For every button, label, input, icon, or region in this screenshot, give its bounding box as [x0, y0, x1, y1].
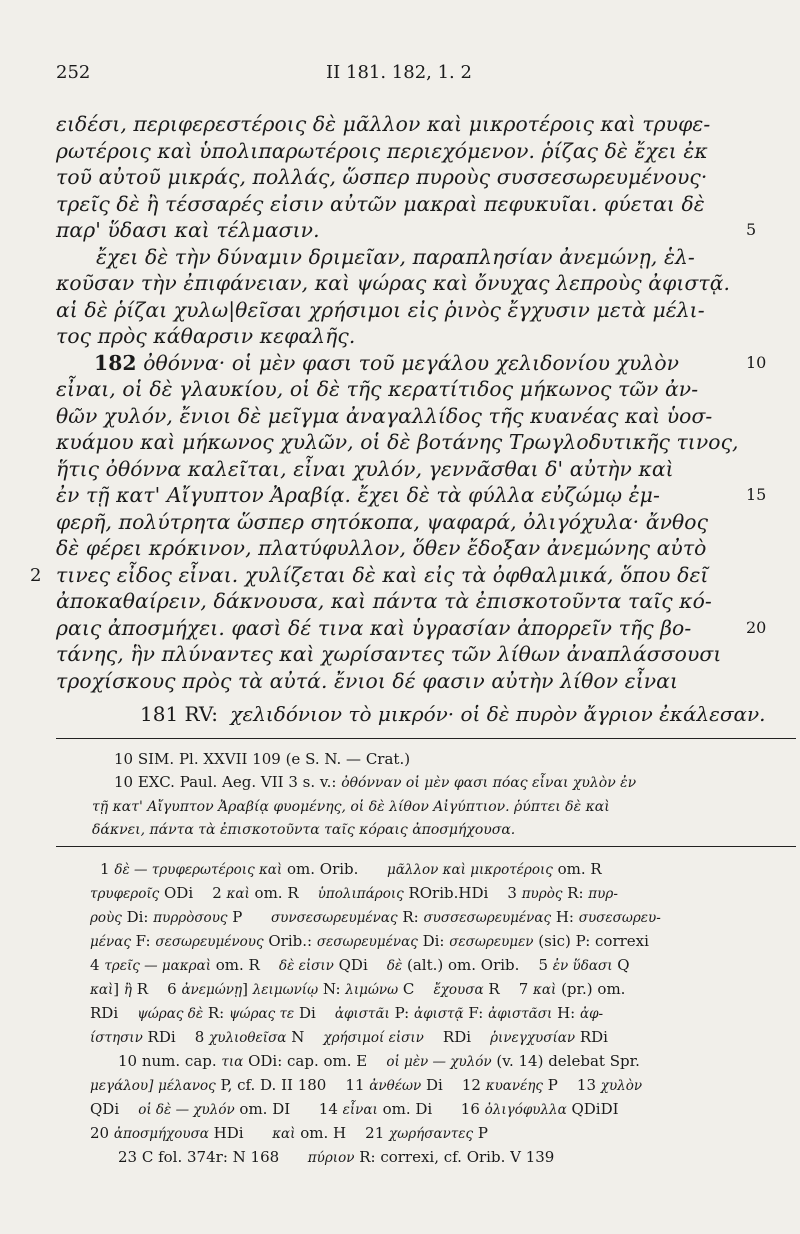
apparatus-line: 23 C fol. 374r: N 168 πύριον R: correxi, cf. Orib. V 139	[118, 1148, 555, 1166]
text-line: δὲ φέρει κρόκινον, πλατύφυλλον, ὅθεν ἔδοξαν ἀνεμώνης αὐτὸ	[56, 536, 707, 560]
text-line: τοῦ αὐτοῦ μικράς, πολλάς, ὥσπερ πυροὺς συσσεσωρευμένους·	[56, 165, 708, 189]
source-line-3: τῇ κατ' Αἴγυπτον Ἀραβίᾳ φυομένης, οἱ δὲ λίθον Αἰγύπτιον. ῥύπτει δὲ καὶ	[92, 799, 610, 815]
apparatus-line: καὶ] ἢ R 6 ἀνεμώνῃ] λειμωνίῳ N: λιμώνω C ἔχουσα R 7 καὶ (pr.) om.	[90, 980, 626, 998]
apparatus-line: ροὺς Di: πυρρὸσους P συνσεσωρευμένας R: συσσεσωρευμένας H: συσεσωρευ-	[90, 908, 661, 926]
apparatus-line: μένας F: σεσωρευμένους Orib.: σεσωρευμένας Di: σεσωρευμεν (sic) P: correxi	[90, 932, 649, 950]
divider-rule-1	[56, 738, 796, 739]
text-line: κοῦσαν τὴν ἐπιφάνειαν, καὶ ψώρας καὶ ὄνυχας λεπροὺς ἀφιστᾷ.	[56, 271, 731, 295]
text-line: ειδέσι, περιφερεστέροις δὲ μᾶλλον καὶ μικροτέροις καὶ τρυφε-	[56, 112, 711, 136]
text-line: αἱ δὲ ῥίζαι χυλω|θεῖσαι χρήσιμοι εἰς ῥινὸς ἔγχυσιν μετὰ μέλι-	[56, 297, 705, 322]
text-line: ἐν τῇ κατ' Αἴγυπτον Ἀραβίᾳ. ἔχει δὲ τὰ φύλλα εὐζώμῳ ἐμ-	[56, 483, 660, 507]
text-line: παρ' ὕδασι καὶ τέλμασιν.	[56, 218, 320, 242]
text-line: εἶναι, οἱ δὲ γλαυκίου, οἱ δὲ τῆς κερατίτιδος μήκωνος τῶν ἀν-	[56, 377, 699, 401]
text-line: τος πρὸς κάθαρσιν κεφαλῆς.	[56, 324, 356, 348]
text-line: ἀποκαθαίρειν, δάκνουσα, καὶ πάντα τὰ ἐπισκοτοῦντα ταῖς κό-	[56, 589, 712, 613]
text-line: ρωτέροις καὶ ὑπολιπαρωτέροις περιεχόμενον. ῥίζας δὲ ἔχει ἐκ	[56, 138, 708, 163]
running-title: II 181. 182, 1. 2	[326, 62, 472, 83]
text-line: ἔχει δὲ τὴν δύναμιν δριμεῖαν, παραπλησίαν ἀνεμώνῃ, ἑλ-	[96, 244, 695, 269]
line-number: 10	[746, 352, 767, 372]
apparatus-line: 4 τρεῖς — μακραὶ om. R δὲ εἰσιν QDi δὲ (alt.) om. Orib. 5 ἐν ὕδασι Q	[90, 956, 630, 974]
apparatus-line: μεγάλου] μέλανος P, cf. D. II 180 11 ἀνθέων Di 12 κυανέης P 13 χυλὸν	[90, 1076, 643, 1094]
apparatus-line: 20 ἀποσμήχουσα HDi καὶ om. H 21 χωρήσαντες P	[90, 1124, 488, 1142]
apparatus-line: 10 num. cap. τια ODi: cap. om. E οἱ μὲν — χυλόν (v. 14) delebat Spr.	[118, 1052, 640, 1070]
line-number: 5	[746, 220, 757, 239]
source-line-2-label: 10 EXC. Paul. Aeg. VII 3 s. v.:	[114, 773, 337, 791]
text-line: 182 ὀθόννα· οἱ μὲν φασι τοῦ μεγάλου χελιδονίου χυλὸν	[94, 350, 680, 375]
line-number: 20	[746, 617, 767, 637]
text-line: φερῆ, πολύτρητα ὥσπερ σητόκοπα, ψαφαρά, ὀλιγόχυλα· ἄνθος	[56, 509, 709, 534]
source-line-4: δάκνει, πάντα τὰ ἐπισκοτοῦντα ταῖς κόραις ἀποσμήχουσα.	[92, 822, 516, 838]
divider-rule-2	[56, 846, 796, 847]
page-number: 252	[56, 62, 91, 83]
margin-mark: 2	[30, 564, 42, 586]
text-line: τάνης, ἣν πλύναντες καὶ χωρίσαντες τῶν λίθων ἀναπλάσσουσι	[56, 642, 722, 666]
apparatus-line: τρυφεροῖς ODi 2 καὶ om. R ὑπολιπάροις ROrib.HDi 3 πυρὸς R: πυρ-	[90, 884, 618, 902]
apparatus-line: ίστησιν RDi 8 χυλιοθεῖσα N χρήσιμοί εἰσιν RDi ῥινεγχυσίαν RDi	[90, 1028, 608, 1046]
source-line-2	[114, 773, 636, 791]
text-line: τροχίσκους πρὸς τὰ αὐτά. ἔνιοι δέ φασιν αὐτὴν λίθον εἶναι	[56, 668, 679, 693]
text-line: ραις ἀποσμήχει. φασὶ δέ τινα καὶ ὑγρασίαν ἀπορρεῖν τῆς βο-	[56, 615, 692, 640]
text-line: θῶν χυλόν, ἔνιοι δὲ μεῖγμα ἀναγαλλίδος τῆς κυανέας καὶ ὑοσ-	[56, 403, 713, 428]
source-line-1: 10 SIM. Pl. XXVII 109 (e S. N. — Crat.)	[114, 750, 411, 768]
rv-note-label: 181 RV:	[140, 702, 219, 726]
source-line-2-greek: ὀθόνναν οἱ μὲν φασι πόας εἶναι χυλὸν ἐν	[341, 775, 637, 791]
line-number: 15	[746, 485, 767, 504]
section-number: 182	[94, 350, 137, 375]
text-line: κυάμου καὶ μήκωνος χυλῶν, οἱ δὲ βοτάνης Τρωγλοδυτικῆς τινος,	[56, 430, 739, 454]
apparatus-line: 1 δὲ — τρυφερωτέροις καὶ om. Orib. μᾶλλον καὶ μικροτέροις om. R	[100, 860, 602, 878]
text-line: τινες εἶδος εἶναι. χυλίζεται δὲ καὶ εἰς τὰ ὀφθαλμικά, ὅπου δεῖ	[56, 562, 709, 587]
apparatus-line: RDi ψώρας δὲ R: ψώρας τε Di ἀφιστᾶι P: ἀφιστᾷ F: ἀφιστᾶσι H: ἀφ-	[90, 1004, 604, 1022]
rv-note-text: χελιδόνιον τὸ μικρόν· οἱ δὲ πυρὸν ἄγριον ἐκάλεσαν.	[230, 702, 766, 726]
text-line: ἥτις ὀθόννα καλεῖται, εἶναι χυλόν, γεννᾶσθαι δ' αὐτὴν καὶ	[56, 456, 674, 481]
text-line: τρεῖς δὲ ἢ τέσσαρές εἰσιν αὐτῶν μακραὶ πεφυκυῖαι. φύεται δὲ	[56, 191, 705, 216]
rv-note	[140, 702, 766, 726]
apparatus-line: QDi οἱ δὲ — χυλόν om. DI 14 εἶναι om. Di 16 ὀλιγόφυλλα QDiDI	[90, 1100, 619, 1118]
page-header	[56, 62, 742, 83]
